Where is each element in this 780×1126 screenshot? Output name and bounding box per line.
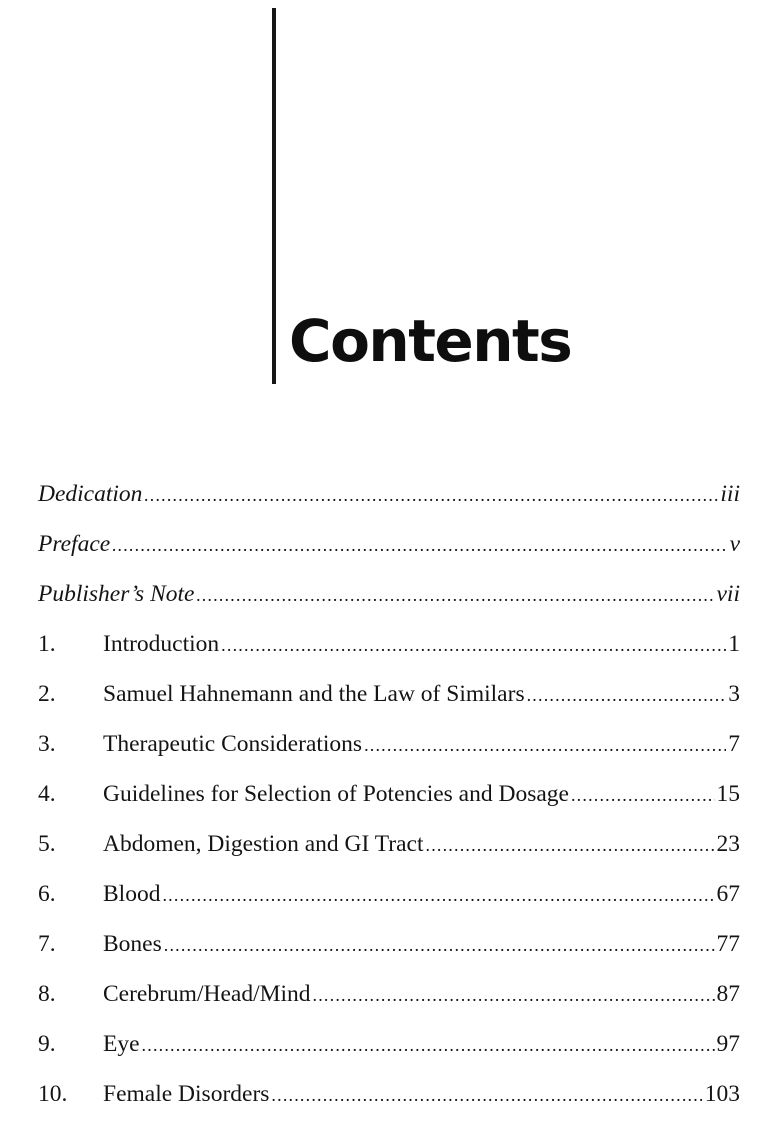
toc-entry-label: Publisher’s Note	[38, 581, 195, 607]
toc-entry-chapter[interactable]	[38, 926, 740, 976]
toc-entry-label: Abdomen, Digestion and GI Tract	[103, 831, 424, 857]
toc-entry-label: Introduction	[103, 631, 220, 657]
toc-entry-label: Dedication	[38, 481, 143, 507]
toc-entry-page: 3	[728, 681, 740, 707]
toc-entry-label: Preface	[38, 531, 111, 557]
toc-entry-page: 7	[728, 731, 740, 757]
toc-entry-page: 103	[704, 1081, 740, 1107]
toc-entry-chapter[interactable]	[38, 776, 740, 826]
table-of-contents	[38, 476, 740, 1126]
toc-entry-chapter[interactable]	[38, 726, 740, 776]
toc-entry-page: 1	[728, 631, 740, 657]
toc-entry-chapter[interactable]	[38, 676, 740, 726]
dot-leader	[571, 777, 715, 813]
chapter-number: 7.	[38, 931, 56, 957]
toc-entry-page: vii	[716, 581, 740, 607]
chapter-number: 2.	[38, 681, 56, 707]
dot-leader	[426, 827, 715, 863]
toc-entry-publishers-note[interactable]	[38, 576, 740, 626]
dot-leader	[112, 527, 727, 563]
toc-entry-chapter[interactable]	[38, 626, 740, 676]
toc-entry-page: iii	[720, 481, 740, 507]
dot-leader	[527, 677, 727, 713]
toc-entry-label: Eye	[103, 1031, 140, 1057]
toc-entry-label: Samuel Hahnemann and the Law of Similars	[103, 681, 525, 707]
dot-leader	[142, 1027, 715, 1063]
toc-entry-preface[interactable]	[38, 526, 740, 576]
dot-leader	[164, 927, 715, 963]
dot-leader	[364, 727, 726, 763]
toc-entry-label: Female Disorders	[103, 1081, 270, 1107]
toc-entry-page: 97	[716, 1031, 740, 1057]
toc-entry-page: v	[729, 531, 740, 557]
decorative-vertical-rule	[272, 8, 276, 384]
toc-entry-chapter[interactable]	[38, 1076, 740, 1126]
toc-entry-chapter[interactable]	[38, 876, 740, 926]
dot-leader	[196, 577, 714, 613]
toc-entry-label: Therapeutic Considerations	[103, 731, 363, 757]
toc-entry-dedication[interactable]	[38, 476, 740, 526]
chapter-number: 1.	[38, 631, 56, 657]
dot-leader	[313, 977, 715, 1013]
toc-entry-page: 23	[716, 831, 740, 857]
toc-entry-chapter[interactable]	[38, 976, 740, 1026]
dot-leader	[162, 877, 714, 913]
dot-leader	[144, 477, 718, 513]
toc-entry-chapter[interactable]	[38, 826, 740, 876]
chapter-number: 6.	[38, 881, 56, 907]
chapter-number: 9.	[38, 1031, 56, 1057]
dot-leader	[221, 627, 726, 663]
toc-entry-label: Blood	[103, 881, 161, 907]
page-title: Contents	[289, 307, 572, 375]
toc-entry-chapter[interactable]	[38, 1026, 740, 1076]
toc-entry-label: Bones	[103, 931, 162, 957]
toc-entry-label: Guidelines for Selection of Potencies and Dosage	[103, 781, 569, 807]
toc-entry-label: Cerebrum/Head/Mind	[103, 981, 311, 1007]
chapter-number: 4.	[38, 781, 56, 807]
toc-entry-page: 87	[716, 981, 740, 1007]
chapter-number: 3.	[38, 731, 56, 757]
chapter-number: 8.	[38, 981, 56, 1007]
chapter-number: 10.	[38, 1081, 68, 1107]
toc-entry-page: 15	[716, 781, 740, 807]
toc-entry-page: 67	[716, 881, 740, 907]
chapter-number: 5.	[38, 831, 56, 857]
toc-entry-page: 77	[716, 931, 740, 957]
